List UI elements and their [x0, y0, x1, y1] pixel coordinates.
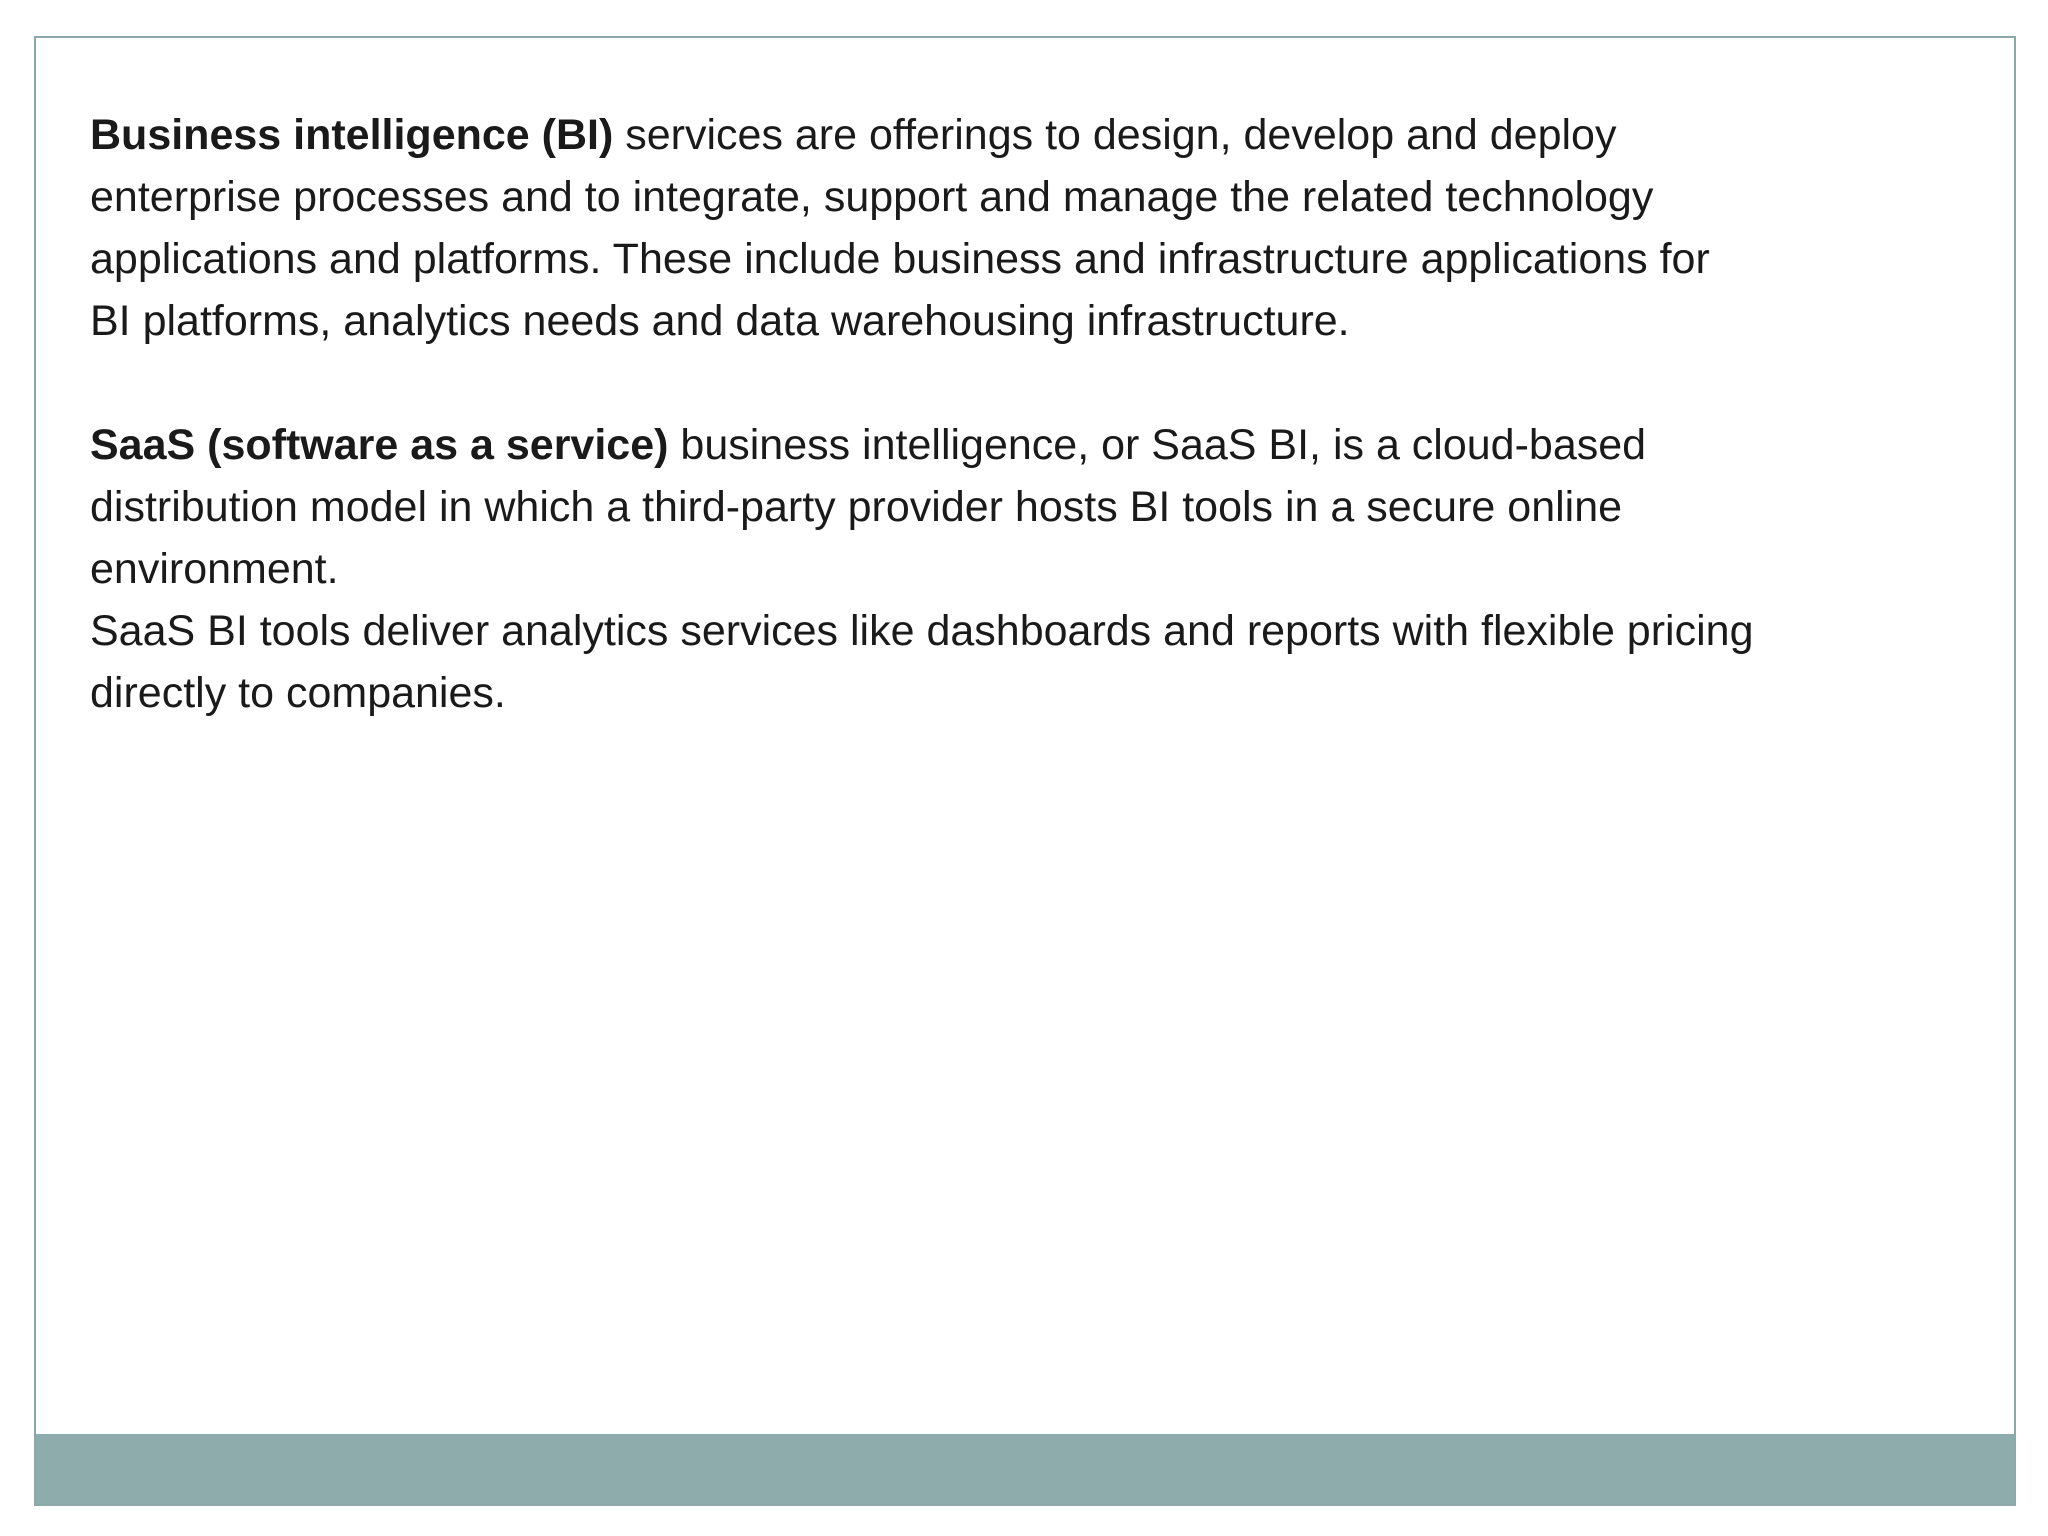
bi-definition-paragraph: [90, 104, 1950, 352]
slide-frame: [34, 36, 2016, 1506]
saas-definition-paragraph: [90, 414, 1950, 600]
saas-tools-paragraph: SaaS BI tools deliver analytics services like dashboards and reports with flexible pricing directly to companies.: [90, 607, 1754, 717]
paragraph-spacer: [90, 352, 1950, 414]
saas-term: SaaS (software as a service): [90, 421, 669, 469]
bi-term: Business intelligence (BI): [90, 111, 614, 159]
bi-definition-text: services are offerings to design, develop and deploy enterprise processes and to integrate, support and manage the related technology applications and platforms. These include business and infrastructure applications for BI platforms, analytics needs and data warehousing infrastructure.: [90, 111, 1710, 345]
footer-bar: [36, 1434, 2014, 1504]
saas-definition-text: business intelligence, or SaaS BI, is a cloud-based distribution model in which a third-party provider hosts BI tools in a secure online environment.: [90, 421, 1647, 593]
slide-content: [90, 104, 1950, 724]
